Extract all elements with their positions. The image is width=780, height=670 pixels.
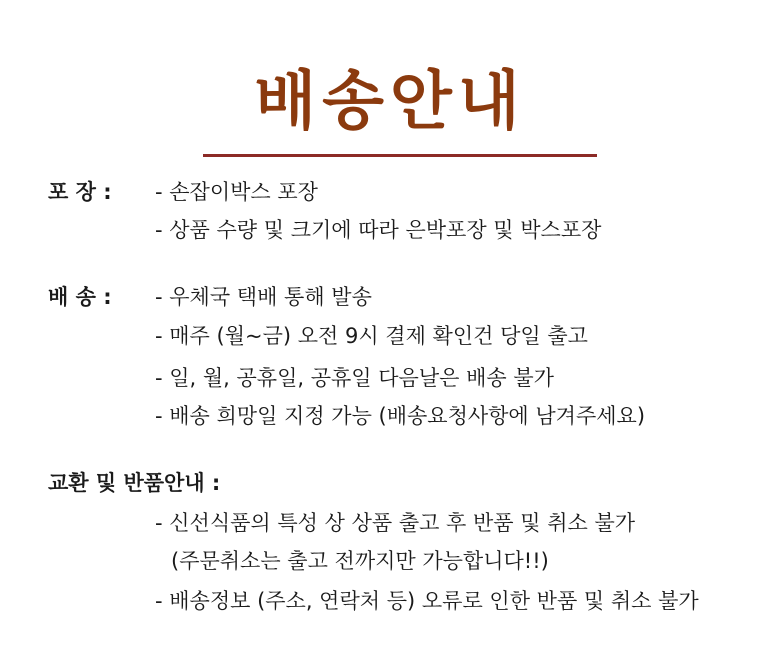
packaging-line-1: - 손잡이박스 포장: [155, 180, 318, 204]
shipping-line-3: - 일, 월, 공휴일, 공휴일 다음날은 배송 불가: [155, 366, 554, 390]
returns-line-3: - 배송정보 (주소, 연락처 등) 오류로 인한 반품 및 취소 불가: [155, 589, 699, 613]
shipping-label: 배 송 :: [48, 285, 112, 309]
shipping-line-1: - 우체국 택배 통해 발송: [155, 285, 372, 309]
packaging-line-2: - 상품 수량 및 크기에 따라 은박포장 및 박스포장: [155, 218, 602, 242]
title-underline: [203, 154, 597, 157]
shipping-line-4: - 배송 희망일 지정 가능 (배송요청사항에 남겨주세요): [155, 404, 646, 428]
shipping-line-2: - 매주 (월~금) 오전 9시 결제 확인건 당일 출고: [155, 324, 588, 348]
packaging-label: 포 장 :: [48, 180, 112, 204]
returns-line-2: (주문취소는 출고 전까지만 가능합니다!!): [171, 549, 549, 573]
returns-line-1: - 신선식품의 특성 상 상품 출고 후 반품 및 취소 불가: [155, 511, 636, 535]
page-title: 배송안내: [254, 65, 526, 139]
returns-label: 교환 및 반품안내 :: [48, 471, 221, 495]
